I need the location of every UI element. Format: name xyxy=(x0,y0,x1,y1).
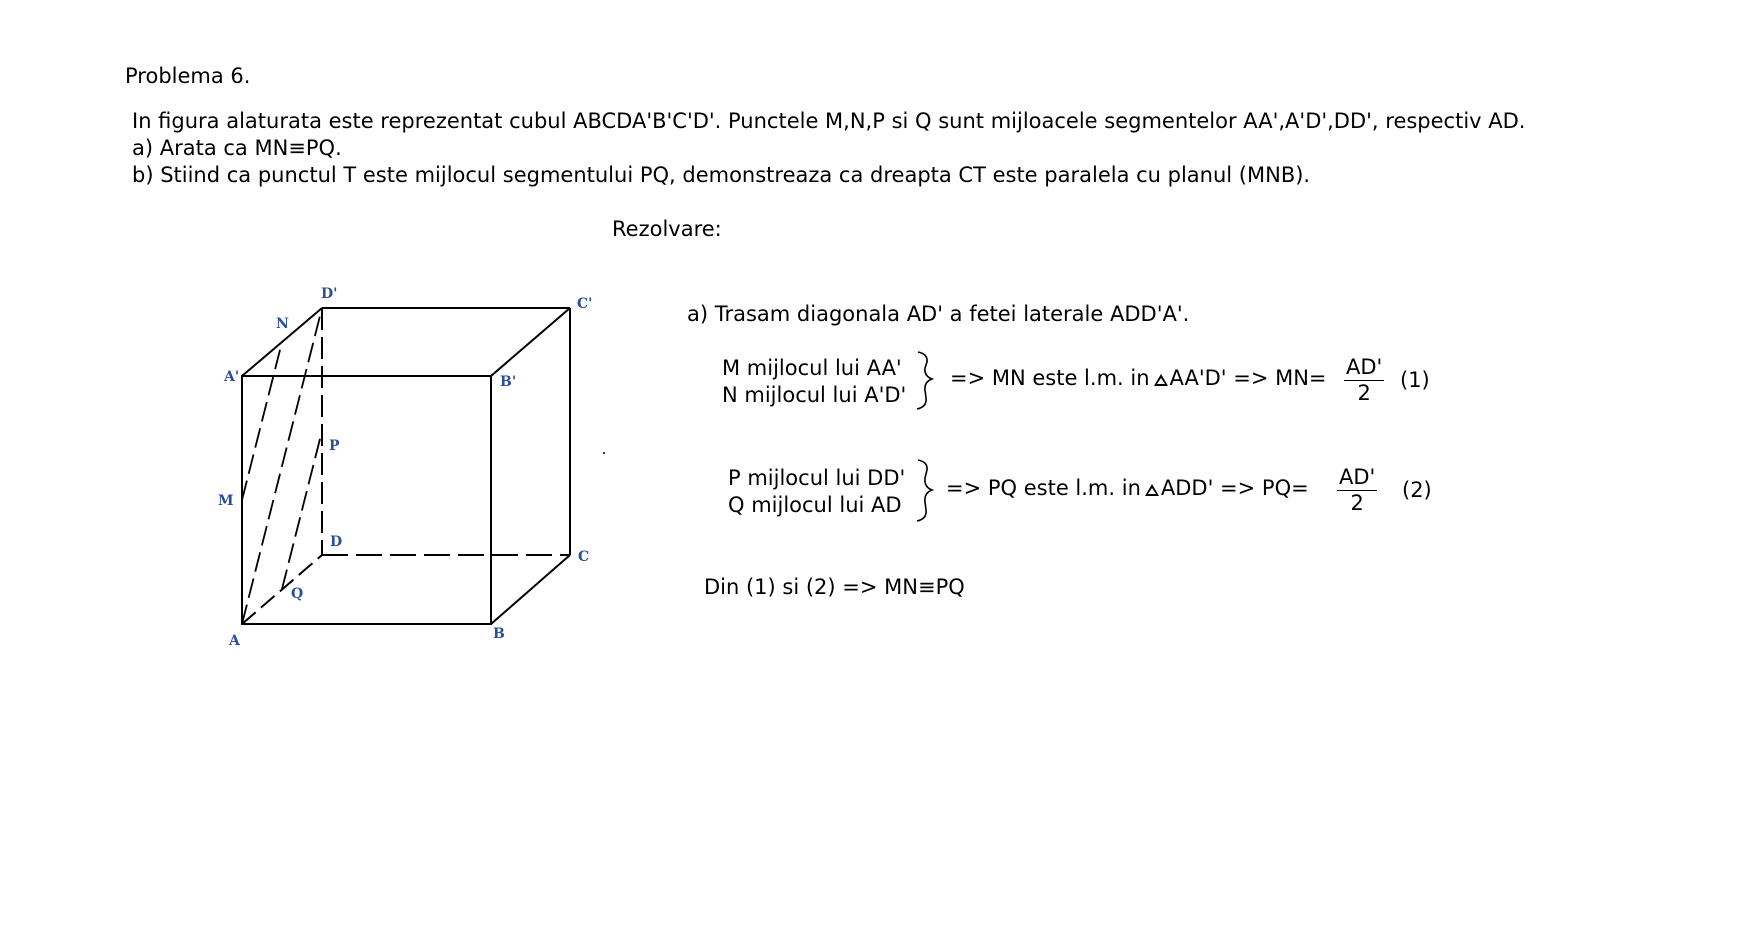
label-p: P xyxy=(329,438,340,454)
block1-fraction xyxy=(1344,357,1384,404)
brace-1 xyxy=(917,352,932,409)
block1-result-pre: => MN este l.m. in xyxy=(950,366,1150,390)
statement-part-a: a) Arata ca MN≡PQ. xyxy=(132,136,342,160)
statement-text: In figura alaturata este reprezentat cubul ABCDA'B'C'D'. Punctele M,N,P si Q sunt mijloacele segmentelor AA',A'D',DD', respectiv AD. xyxy=(132,109,1526,133)
label-a: A xyxy=(229,633,240,649)
block2-line2: Q mijlocul lui AD xyxy=(728,493,902,517)
block2-result xyxy=(946,478,1309,499)
label-m: M xyxy=(218,493,234,509)
block1-numerator: AD' xyxy=(1346,355,1383,379)
brace-2 xyxy=(917,460,932,521)
block1-result-tri: AA'D' => MN= xyxy=(1169,366,1327,390)
label-q: Q xyxy=(291,586,304,602)
block2-line1: P mijlocul lui DD' xyxy=(728,466,906,490)
block2-denominator: 2 xyxy=(1350,491,1364,515)
diagonal-ad1 xyxy=(242,308,322,624)
triangle-icon xyxy=(1154,374,1168,386)
statement-part-b: b) Stiind ca punctul T este mijlocul segmentului PQ, demonstreaza ca dreapta CT este paralela cu planul (MNB). xyxy=(132,163,1311,187)
edge-bc xyxy=(491,555,570,624)
block1-denominator: 2 xyxy=(1357,381,1371,405)
block2-result-pre: => PQ este l.m. in xyxy=(946,476,1141,500)
block2-numerator: AD' xyxy=(1339,465,1376,489)
problem-title: Problema 6. xyxy=(125,64,251,88)
edge-ad-hidden xyxy=(242,555,322,624)
block1-result xyxy=(950,368,1327,389)
block1-line2: N mijlocul lui A'D' xyxy=(722,383,907,407)
triangle-icon xyxy=(1145,484,1159,496)
block2-fraction xyxy=(1337,467,1377,514)
cube-front-face xyxy=(242,376,491,624)
label-d1: D' xyxy=(321,286,338,302)
block2-result-tri: ADD' => PQ= xyxy=(1160,476,1309,500)
edge-b1c1 xyxy=(491,308,570,376)
conclusion-text: Din (1) si (2) => MN≡PQ xyxy=(704,575,965,599)
label-c1: C' xyxy=(577,296,593,312)
block2-tag: (2) xyxy=(1402,478,1432,502)
label-b: B xyxy=(493,626,505,642)
block1-line1: M mijlocul lui AA' xyxy=(722,356,902,380)
label-a1: A' xyxy=(224,369,240,385)
label-d: D xyxy=(330,534,343,550)
block1-tag: (1) xyxy=(1400,368,1430,392)
segment-pq xyxy=(282,431,322,589)
stray-dot xyxy=(603,452,605,454)
step-a-text: a) Trasam diagonala AD' a fetei laterale ADD'A'. xyxy=(687,302,1190,326)
label-n: N xyxy=(276,316,289,332)
label-b1: B' xyxy=(500,374,517,390)
label-c: C xyxy=(578,549,590,565)
solution-heading: Rezolvare: xyxy=(612,217,722,241)
segment-mn xyxy=(242,342,282,500)
